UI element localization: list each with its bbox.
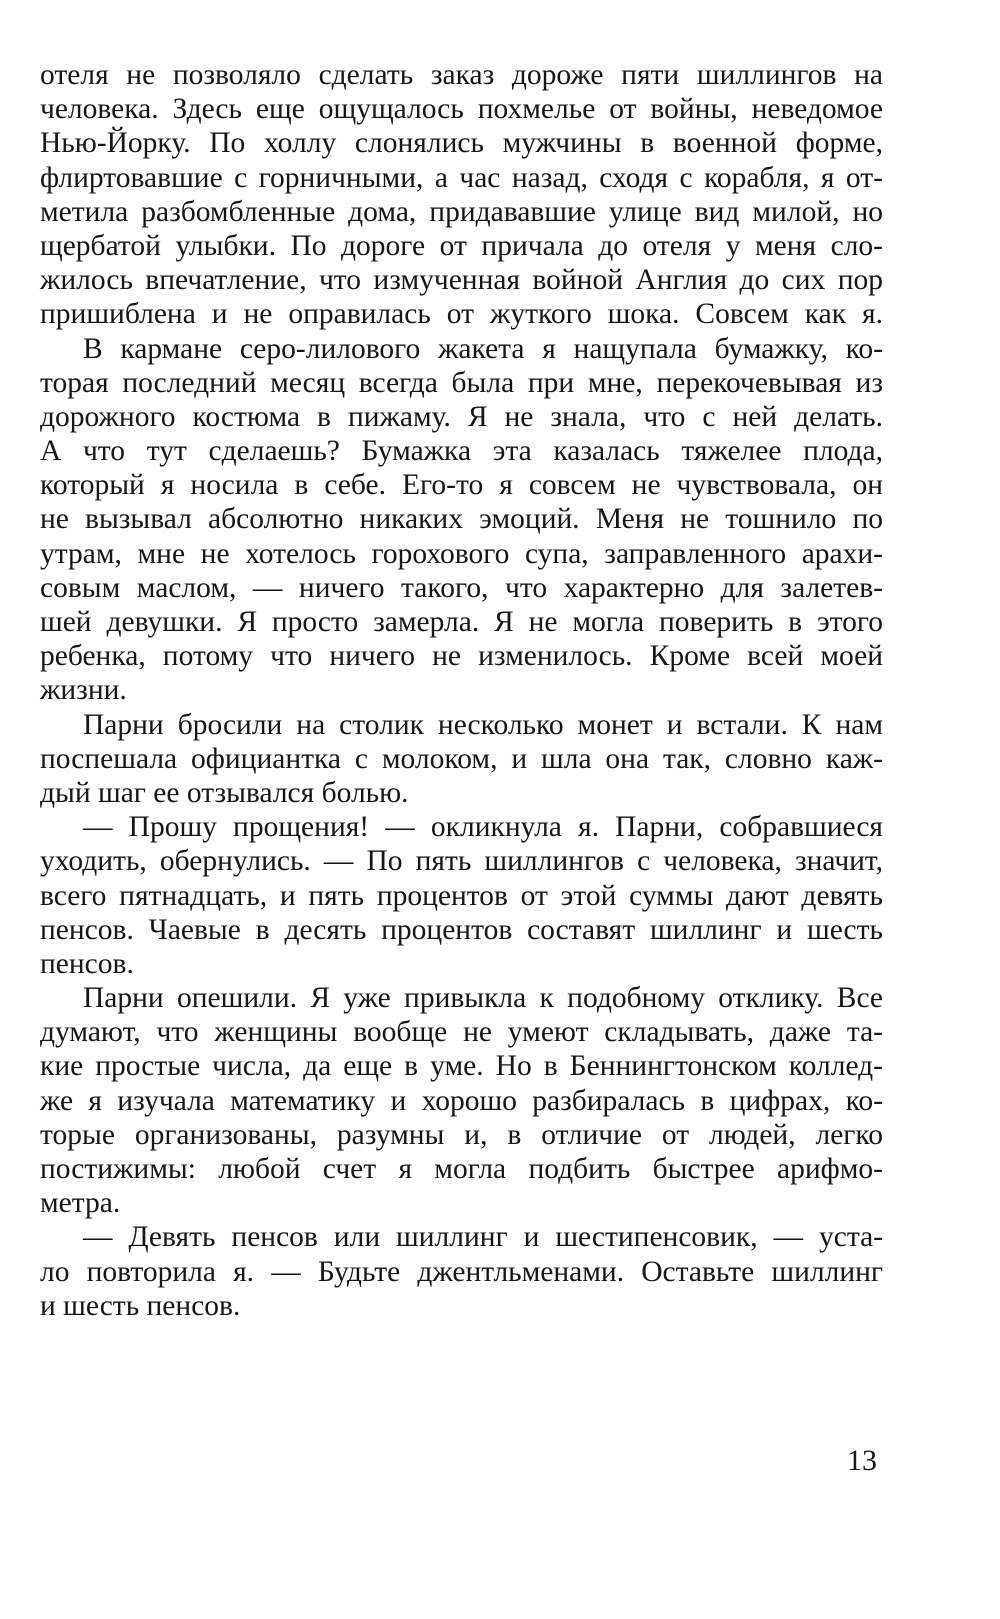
text-line: и шесть пенсов. <box>40 1289 241 1322</box>
text-line: А что тут сделаешь? Бумажка эта казалась тяжелее плода, <box>40 435 883 468</box>
text-line: В кармане серо-лилового жакета я нащупала бумажку, ко- <box>83 332 883 365</box>
body-text <box>40 58 883 1323</box>
text-line: уходить, обернулись. — По пять шиллингов с человека, значит, <box>40 845 883 878</box>
text-line: пенсов. <box>40 947 134 980</box>
paragraph <box>40 708 883 811</box>
text-line: не вызывал абсолютно никаких эмоций. Меня не тошнило по <box>40 503 883 536</box>
text-line: совым маслом, — ничего такого, что характерно для залетев- <box>40 571 883 604</box>
text-line: постижимы: любой счет я могла подбить быстрее арифмо- <box>40 1153 883 1185</box>
text-line: шей девушки. Я просто замерла. Я не могла поверить в этого <box>40 606 883 638</box>
paragraph <box>40 1220 883 1323</box>
text-line: торая последний месяц всегда была при мне, перекочевывая из <box>40 366 883 399</box>
text-line: торые организованы, разумны и, в отличие от людей, легко <box>40 1118 883 1151</box>
text-line: жизни. <box>40 674 127 707</box>
paragraph <box>40 981 883 1220</box>
text-line: который я носила в себе. Его-то я совсем не чувствовала, он <box>40 469 883 502</box>
text-line: кие простые числа, да еще в уме. Но в Беннингтонском коллед- <box>40 1050 883 1083</box>
text-line: дорожного костюма в пижаму. Я не знала, что с ней делать. <box>40 400 883 433</box>
paragraph <box>40 332 883 708</box>
paragraph <box>40 58 883 332</box>
page-number: 13 <box>847 1444 877 1477</box>
text-line: отеля не позволяло сделать заказ дороже пяти шиллингов на <box>40 59 883 91</box>
text-line: — Девять пенсов или шиллинг и шестипенсовик, — уста- <box>83 1221 883 1254</box>
text-line: ребенка, потому что ничего не изменилось. Кроме всей моей <box>40 640 883 673</box>
text-line: Нью-Йорку. По холлу слонялись мужчины в военной форме, <box>40 127 883 160</box>
text-line: жилось впечатление, что измученная войной Англия до сих пор <box>40 264 883 297</box>
text-line: щербатой улыбки. По дороге от причала до отеля у меня сло- <box>40 229 883 262</box>
text-line: ло повторила я. — Будьте джентльменами. Оставьте шиллинг <box>40 1255 883 1288</box>
text-line: дый шаг ее отзывался болью. <box>40 776 409 809</box>
text-line: Парни бросили на столик несколько монет и встали. К нам <box>83 708 883 741</box>
text-line: поспешала официантка с молоком, и шла она так, словно каж- <box>40 742 883 775</box>
text-line: — Прошу прощения! — окликнула я. Парни, собравшиеся <box>83 811 883 844</box>
paragraph <box>40 810 883 981</box>
text-line: думают, что женщины вообще не умеют складывать, даже та- <box>40 1016 883 1049</box>
text-line: пришиблена и не оправилась от жуткого шока. Совсем как я. <box>40 298 883 331</box>
text-line: всего пятнадцать, и пять процентов от этой суммы дают девять <box>40 879 883 912</box>
text-line: метила разбомбленные дома, придававшие улице вид милой, но <box>40 195 883 228</box>
text-line: пенсов. Чаевые в десять процентов составят шиллинг и шесть <box>40 913 883 946</box>
text-line: метра. <box>40 1187 121 1220</box>
text-line: Парни опешили. Я уже привыкла к подобному отклику. Все <box>83 982 883 1015</box>
text-line: же я изучала математику и хорошо разбиралась в цифрах, ко- <box>40 1084 883 1117</box>
text-line: человека. Здесь еще ощущалось похмелье от войны, неведомое <box>40 93 883 126</box>
text-line: флиртовавшие с горничными, а час назад, сходя с корабля, я от- <box>40 161 883 194</box>
text-line: утрам, мне не хотелось горохового супа, заправленного арахи- <box>40 537 883 570</box>
